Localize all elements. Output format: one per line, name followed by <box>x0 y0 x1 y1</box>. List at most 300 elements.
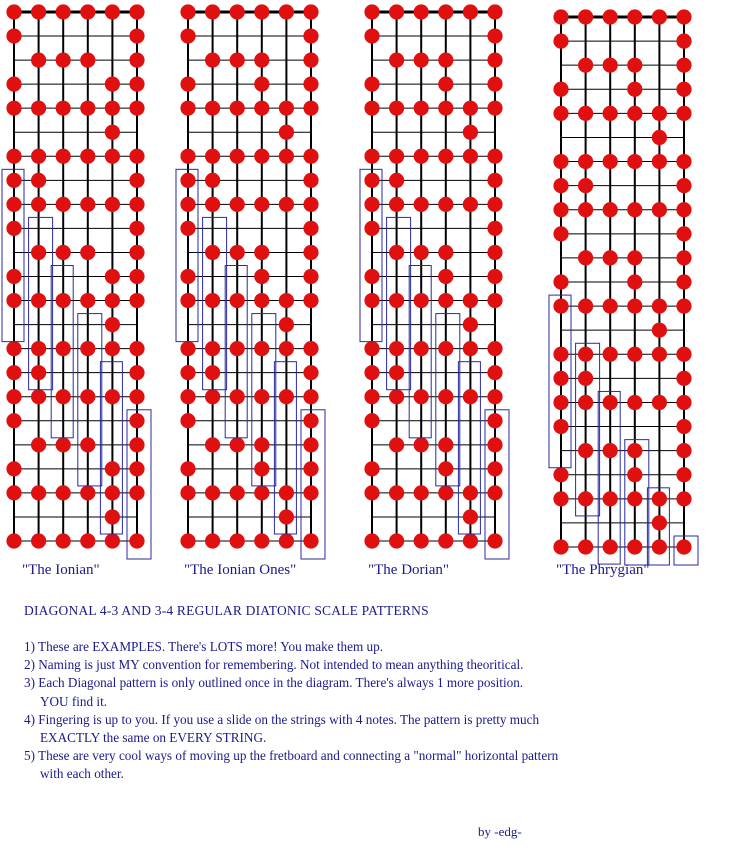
note-dot <box>254 245 269 260</box>
note-dot <box>676 491 691 506</box>
note-dot <box>627 539 642 554</box>
note-dot <box>603 539 618 554</box>
note-dot <box>105 389 120 404</box>
note-dot <box>487 365 502 380</box>
note-text: 3) Each Diagonal pattern is only outlined once in the diagram. There's always 1 more position. <box>24 675 524 691</box>
note-dot <box>627 274 642 289</box>
note-dot <box>230 389 245 404</box>
note-dot <box>652 130 667 145</box>
note-dot <box>6 389 21 404</box>
note-text: 4) Fingering is up to you. If you use a slide on the strings with 4 notes. The pattern is pretty much <box>24 711 540 727</box>
note-dot <box>254 197 269 212</box>
note-dot <box>56 533 71 548</box>
note-dot <box>578 154 593 169</box>
note-dot <box>254 293 269 308</box>
note-dot <box>105 485 120 500</box>
note-dot <box>80 293 95 308</box>
note-dot <box>230 197 245 212</box>
note-dot <box>676 226 691 241</box>
fretboard-ionian-ones <box>176 4 325 559</box>
note-dot <box>279 389 294 404</box>
note-dot <box>205 245 220 260</box>
note-dot <box>487 437 502 452</box>
note-dot <box>652 323 667 338</box>
note-dot <box>129 389 144 404</box>
note-dot <box>31 4 46 19</box>
note-dot <box>463 509 478 524</box>
note-text: 1) These are EXAMPLES. There's LOTS more! You make them up. <box>24 639 383 654</box>
note-dot <box>578 250 593 265</box>
note-dot <box>603 250 618 265</box>
note-dot <box>303 269 318 284</box>
note-dot <box>414 533 429 548</box>
note-dot <box>652 347 667 362</box>
note-dot <box>676 419 691 434</box>
note-dot <box>627 298 642 313</box>
note-dot <box>389 485 404 500</box>
note-item <box>24 747 744 783</box>
note-dot <box>676 154 691 169</box>
note-dot <box>56 101 71 116</box>
note-dot <box>676 443 691 458</box>
note-dot <box>487 101 502 116</box>
note-dot <box>303 533 318 548</box>
note-dot <box>205 149 220 164</box>
note-dot <box>31 149 46 164</box>
note-dot <box>578 202 593 217</box>
note-dot <box>129 461 144 476</box>
fretboard-dorian <box>360 4 509 559</box>
note-dot <box>414 389 429 404</box>
note-dot <box>389 293 404 308</box>
note-dot <box>279 101 294 116</box>
note-text: 5) These are very cool ways of moving up the fretboard and connecting a "normal" horizontal pattern <box>24 748 559 764</box>
note-dot <box>180 221 195 236</box>
note-dot <box>463 101 478 116</box>
note-dot <box>6 413 21 428</box>
note-dot <box>487 461 502 476</box>
note-dot <box>487 4 502 19</box>
note-dot <box>31 293 46 308</box>
note-dot <box>105 4 120 19</box>
note-dot <box>105 293 120 308</box>
note-dot <box>105 341 120 356</box>
note-dot <box>279 125 294 140</box>
note-dot <box>303 413 318 428</box>
note-dot <box>364 173 379 188</box>
note-dot <box>31 533 46 548</box>
note-dot <box>652 154 667 169</box>
note-dot <box>180 485 195 500</box>
note-dot <box>389 365 404 380</box>
note-dot <box>676 202 691 217</box>
note-dot <box>31 101 46 116</box>
note-dot <box>105 149 120 164</box>
note-dot <box>254 533 269 548</box>
note-dot <box>389 437 404 452</box>
note-dot <box>487 77 502 92</box>
note-dot <box>279 197 294 212</box>
note-dot <box>129 173 144 188</box>
note-dot <box>303 389 318 404</box>
note-dot <box>652 491 667 506</box>
note-dot <box>578 371 593 386</box>
note-dot <box>364 77 379 92</box>
note-dot <box>80 4 95 19</box>
note-dot <box>364 293 379 308</box>
note-dot <box>578 178 593 193</box>
note-dot <box>414 245 429 260</box>
note-dot <box>603 443 618 458</box>
note-dot <box>389 245 404 260</box>
note-dot <box>438 269 453 284</box>
note-dot <box>603 347 618 362</box>
note-dot <box>676 539 691 554</box>
note-dot <box>487 413 502 428</box>
note-dot <box>578 347 593 362</box>
note-dot <box>603 491 618 506</box>
note-dot <box>31 365 46 380</box>
note-dot <box>463 389 478 404</box>
note-dot <box>553 274 568 289</box>
note-dot <box>676 467 691 482</box>
note-dot <box>105 101 120 116</box>
note-dot <box>553 491 568 506</box>
note-dot <box>6 28 21 43</box>
note-dot <box>389 341 404 356</box>
note-dot <box>364 28 379 43</box>
note-dot <box>129 77 144 92</box>
note-dot <box>438 341 453 356</box>
note-dot <box>578 443 593 458</box>
note-dot <box>414 101 429 116</box>
note-dot <box>129 293 144 308</box>
note-dot <box>389 533 404 548</box>
note-dot <box>438 197 453 212</box>
note-dot <box>627 395 642 410</box>
note-dot <box>129 197 144 212</box>
note-dot <box>487 221 502 236</box>
note-dot <box>364 341 379 356</box>
note-dot <box>389 197 404 212</box>
note-dot <box>676 298 691 313</box>
note-dot <box>553 178 568 193</box>
note-dot <box>303 341 318 356</box>
note-dot <box>438 437 453 452</box>
note-continuation: EXACTLY the same on EVERY STRING. <box>40 730 267 746</box>
note-dot <box>364 101 379 116</box>
note-dot <box>578 539 593 554</box>
note-dot <box>254 149 269 164</box>
note-dot <box>463 149 478 164</box>
note-dot <box>129 533 144 548</box>
note-dot <box>31 173 46 188</box>
note-dot <box>414 293 429 308</box>
note-dot <box>105 461 120 476</box>
note-dot <box>80 101 95 116</box>
fretboard-ionian <box>2 4 151 559</box>
note-dot <box>303 149 318 164</box>
note-dot <box>463 317 478 332</box>
note-dot <box>205 365 220 380</box>
note-dot <box>603 298 618 313</box>
note-dot <box>129 52 144 67</box>
note-dot <box>553 371 568 386</box>
note-dot <box>254 461 269 476</box>
note-dot <box>364 365 379 380</box>
note-dot <box>180 389 195 404</box>
note-dot <box>303 77 318 92</box>
note-dot <box>389 149 404 164</box>
note-dot <box>230 533 245 548</box>
note-dot <box>303 365 318 380</box>
note-dot <box>676 371 691 386</box>
note-dot <box>180 293 195 308</box>
note-dot <box>487 533 502 548</box>
note-dot <box>553 9 568 24</box>
note-dot <box>487 293 502 308</box>
note-dot <box>6 197 21 212</box>
note-dot <box>438 389 453 404</box>
note-dot <box>487 28 502 43</box>
note-dot <box>553 202 568 217</box>
caption-phrygian: "The Phrygian" <box>556 562 650 578</box>
note-dot <box>578 58 593 73</box>
note-dot <box>438 52 453 67</box>
note-dot <box>56 52 71 67</box>
note-dot <box>438 149 453 164</box>
note-dot <box>129 28 144 43</box>
note-dot <box>414 437 429 452</box>
note-dot <box>279 341 294 356</box>
note-dot <box>652 515 667 530</box>
note-dot <box>205 341 220 356</box>
caption-dorian: "The Dorian" <box>368 562 449 578</box>
note-dot <box>80 389 95 404</box>
note-dot <box>463 197 478 212</box>
note-dot <box>414 197 429 212</box>
note-dot <box>56 197 71 212</box>
note-dot <box>652 539 667 554</box>
note-dot <box>364 485 379 500</box>
note-dot <box>230 245 245 260</box>
note-dot <box>578 491 593 506</box>
note-dot <box>279 149 294 164</box>
note-dot <box>254 52 269 67</box>
note-dot <box>603 202 618 217</box>
note-dot <box>676 9 691 24</box>
note-dot <box>603 58 618 73</box>
note-dot <box>676 106 691 121</box>
note-dot <box>254 437 269 452</box>
note-dot <box>105 533 120 548</box>
note-dot <box>279 533 294 548</box>
note-dot <box>205 485 220 500</box>
note-dot <box>487 245 502 260</box>
note-dot <box>180 341 195 356</box>
note-dot <box>414 485 429 500</box>
note-dot <box>676 395 691 410</box>
note-dot <box>303 28 318 43</box>
note-dot <box>364 197 379 212</box>
note-dot <box>303 461 318 476</box>
note-dot <box>6 533 21 548</box>
note-dot <box>205 173 220 188</box>
note-dot <box>129 4 144 19</box>
note-dot <box>676 250 691 265</box>
note-dot <box>303 101 318 116</box>
note-dot <box>80 197 95 212</box>
note-dot <box>31 437 46 452</box>
note-dot <box>578 298 593 313</box>
note-dot <box>627 250 642 265</box>
note-dot <box>31 52 46 67</box>
note-dot <box>205 437 220 452</box>
note-dot <box>627 9 642 24</box>
note-dot <box>205 293 220 308</box>
note-dot <box>627 58 642 73</box>
note-dot <box>180 365 195 380</box>
note-dot <box>105 125 120 140</box>
note-dot <box>463 533 478 548</box>
note-dot <box>676 82 691 97</box>
note-dot <box>553 539 568 554</box>
note-dot <box>180 77 195 92</box>
note-dot <box>438 293 453 308</box>
note-item <box>24 711 744 747</box>
note-item <box>24 638 744 656</box>
page-heading: DIAGONAL 4-3 AND 3-4 REGULAR DIATONIC SCALE PATTERNS <box>24 603 429 618</box>
note-dot <box>279 509 294 524</box>
note-dot <box>6 341 21 356</box>
note-dot <box>31 245 46 260</box>
note-dot <box>487 485 502 500</box>
note-dot <box>279 4 294 19</box>
note-dot <box>676 58 691 73</box>
note-dot <box>180 149 195 164</box>
note-dot <box>364 221 379 236</box>
note-dot <box>364 4 379 19</box>
note-dot <box>603 106 618 121</box>
note-dot <box>230 485 245 500</box>
note-dot <box>129 269 144 284</box>
note-dot <box>129 149 144 164</box>
note-dot <box>487 173 502 188</box>
note-dot <box>303 52 318 67</box>
note-dot <box>414 52 429 67</box>
note-dot <box>129 485 144 500</box>
note-dot <box>438 533 453 548</box>
notes-list <box>24 638 744 784</box>
note-dot <box>31 485 46 500</box>
note-dot <box>80 533 95 548</box>
note-dot <box>364 533 379 548</box>
note-dot <box>553 419 568 434</box>
note-dot <box>438 245 453 260</box>
note-item <box>24 674 744 710</box>
note-dot <box>80 149 95 164</box>
note-dot <box>105 197 120 212</box>
note-dot <box>105 509 120 524</box>
note-dot <box>553 226 568 241</box>
note-dot <box>129 413 144 428</box>
note-dot <box>254 4 269 19</box>
note-dot <box>129 341 144 356</box>
note-dot <box>129 221 144 236</box>
note-dot <box>438 101 453 116</box>
note-dot <box>129 245 144 260</box>
note-dot <box>463 125 478 140</box>
note-dot <box>676 178 691 193</box>
note-dot <box>553 82 568 97</box>
note-dot <box>438 461 453 476</box>
signature: by -edg- <box>478 824 522 839</box>
note-dot <box>180 269 195 284</box>
note-dot <box>205 533 220 548</box>
note-dot <box>553 106 568 121</box>
note-dot <box>627 106 642 121</box>
note-dot <box>487 197 502 212</box>
note-dot <box>603 395 618 410</box>
note-dot <box>80 245 95 260</box>
note-dot <box>414 341 429 356</box>
note-dot <box>56 485 71 500</box>
note-dot <box>279 293 294 308</box>
note-dot <box>80 437 95 452</box>
note-dot <box>6 4 21 19</box>
note-dot <box>414 149 429 164</box>
note-dot <box>254 77 269 92</box>
note-dot <box>254 485 269 500</box>
note-dot <box>56 149 71 164</box>
note-dot <box>230 149 245 164</box>
note-dot <box>6 293 21 308</box>
note-dot <box>627 467 642 482</box>
note-dot <box>303 437 318 452</box>
note-dot <box>389 4 404 19</box>
note-dot <box>230 293 245 308</box>
note-dot <box>389 389 404 404</box>
note-dot <box>105 269 120 284</box>
note-dot <box>463 4 478 19</box>
note-dot <box>279 317 294 332</box>
note-dot <box>553 467 568 482</box>
note-dot <box>6 269 21 284</box>
note-dot <box>487 269 502 284</box>
note-dot <box>303 221 318 236</box>
note-dot <box>205 52 220 67</box>
note-dot <box>303 485 318 500</box>
note-dot <box>254 389 269 404</box>
note-dot <box>389 173 404 188</box>
note-dot <box>180 413 195 428</box>
note-dot <box>6 461 21 476</box>
note-dot <box>80 341 95 356</box>
note-dot <box>105 317 120 332</box>
note-dot <box>56 341 71 356</box>
note-dot <box>230 341 245 356</box>
note-dot <box>6 101 21 116</box>
note-dot <box>129 101 144 116</box>
note-dot <box>105 77 120 92</box>
note-dot <box>129 437 144 452</box>
note-dot <box>627 443 642 458</box>
note-dot <box>230 437 245 452</box>
note-dot <box>578 395 593 410</box>
note-dot <box>303 4 318 19</box>
note-dot <box>56 293 71 308</box>
note-dot <box>627 347 642 362</box>
